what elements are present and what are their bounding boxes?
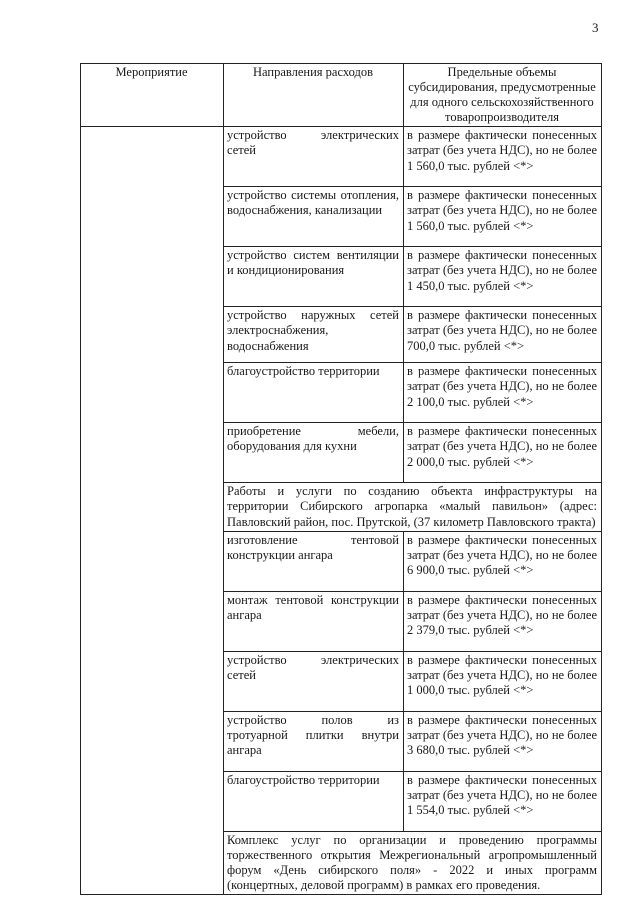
subsidy-limit-cell: в размере фактически понесенных затрат (без учета НДС), но не более 1 450,0 тыс. рублей <*>: [404, 247, 602, 307]
expense-direction-cell: устройство электрических сетей: [224, 127, 404, 187]
table-row: [81, 127, 602, 187]
column-header-event: Мероприятие: [81, 64, 224, 127]
expense-direction-cell: монтаж тентовой конструкции ангара: [224, 591, 404, 651]
subsidy-limit-cell: в размере фактически понесенных затрат (без учета НДС), но не более 1 000,0 тыс. рублей <*>: [404, 651, 602, 711]
column-header-expense-direction: Направления расходов: [224, 64, 404, 127]
subsidy-limit-cell: в размере фактически понесенных затрат (без учета НДС), но не более 1 560,0 тыс. рублей <*>: [404, 127, 602, 187]
subsidy-limit-cell: в размере фактически понесенных затрат (без учета НДС), но не более 1 554,0 тыс. рублей <*>: [404, 771, 602, 831]
subsidy-limit-cell: в размере фактически понесенных затрат (без учета НДС), но не более 6 900,0 тыс. рублей <*>: [404, 531, 602, 591]
expense-direction-cell: устройство электрических сетей: [224, 651, 404, 711]
subsidy-limit-cell: в размере фактически понесенных затрат (без учета НДС), но не более 2 000,0 тыс. рублей <*>: [404, 423, 602, 483]
subsidy-limit-cell: в размере фактически понесенных затрат (без учета НДС), но не более 3 680,0 тыс. рублей <*>: [404, 711, 602, 771]
section-heading: Работы и услуги по созданию объекта инфраструктуры на территории Сибирского агропарка «малый павильон» (адрес: Павловский район, пос. Прутской, (37 километр Павловского тракта): [224, 483, 602, 531]
event-cell: [81, 127, 224, 895]
subsidy-limit-cell: в размере фактически понесенных затрат (без учета НДС), но не более 2 100,0 тыс. рублей <*>: [404, 363, 602, 423]
section-heading: Комплекс услуг по организации и проведению программы торжественного открытия Межрегиональный агропромышленный форум «День сибирского поля» - 2022 и иных программ (концертных, деловой программ) в рамках его проведения.: [224, 831, 602, 894]
subsidy-limit-cell: в размере фактически понесенных затрат (без учета НДС), но не более 700,0 тыс. рублей <*>: [404, 307, 602, 363]
subsidy-limit-cell: в размере фактически понесенных затрат (без учета НДС), но не более 2 379,0 тыс. рублей <*>: [404, 591, 602, 651]
expense-direction-cell: устройство системы отопления, водоснабжения, канализации: [224, 187, 404, 247]
expense-direction-cell: приобретение мебели, оборудования для кухни: [224, 423, 404, 483]
expense-direction-cell: устройство наружных сетей электроснабжения, водоснабжения: [224, 307, 404, 363]
expense-direction-cell: благоустройство территории: [224, 363, 404, 423]
expense-direction-cell: устройство полов из тротуарной плитки внутри ангара: [224, 711, 404, 771]
column-header-subsidy-limit: Предельные объемы субсидирования, предусмотренные для одного сельскохозяйственного товаропроизводителя: [404, 64, 602, 127]
subsidy-limit-cell: в размере фактически понесенных затрат (без учета НДС), но не более 1 560,0 тыс. рублей <*>: [404, 187, 602, 247]
subsidy-table: [80, 63, 602, 895]
expense-direction-cell: изготовление тентовой конструкции ангара: [224, 531, 404, 591]
expense-direction-cell: устройство систем вентиляции и кондиционирования: [224, 247, 404, 307]
expense-direction-cell: благоустройство территории: [224, 771, 404, 831]
table-header-row: [81, 64, 602, 127]
page-number: 3: [592, 20, 599, 35]
